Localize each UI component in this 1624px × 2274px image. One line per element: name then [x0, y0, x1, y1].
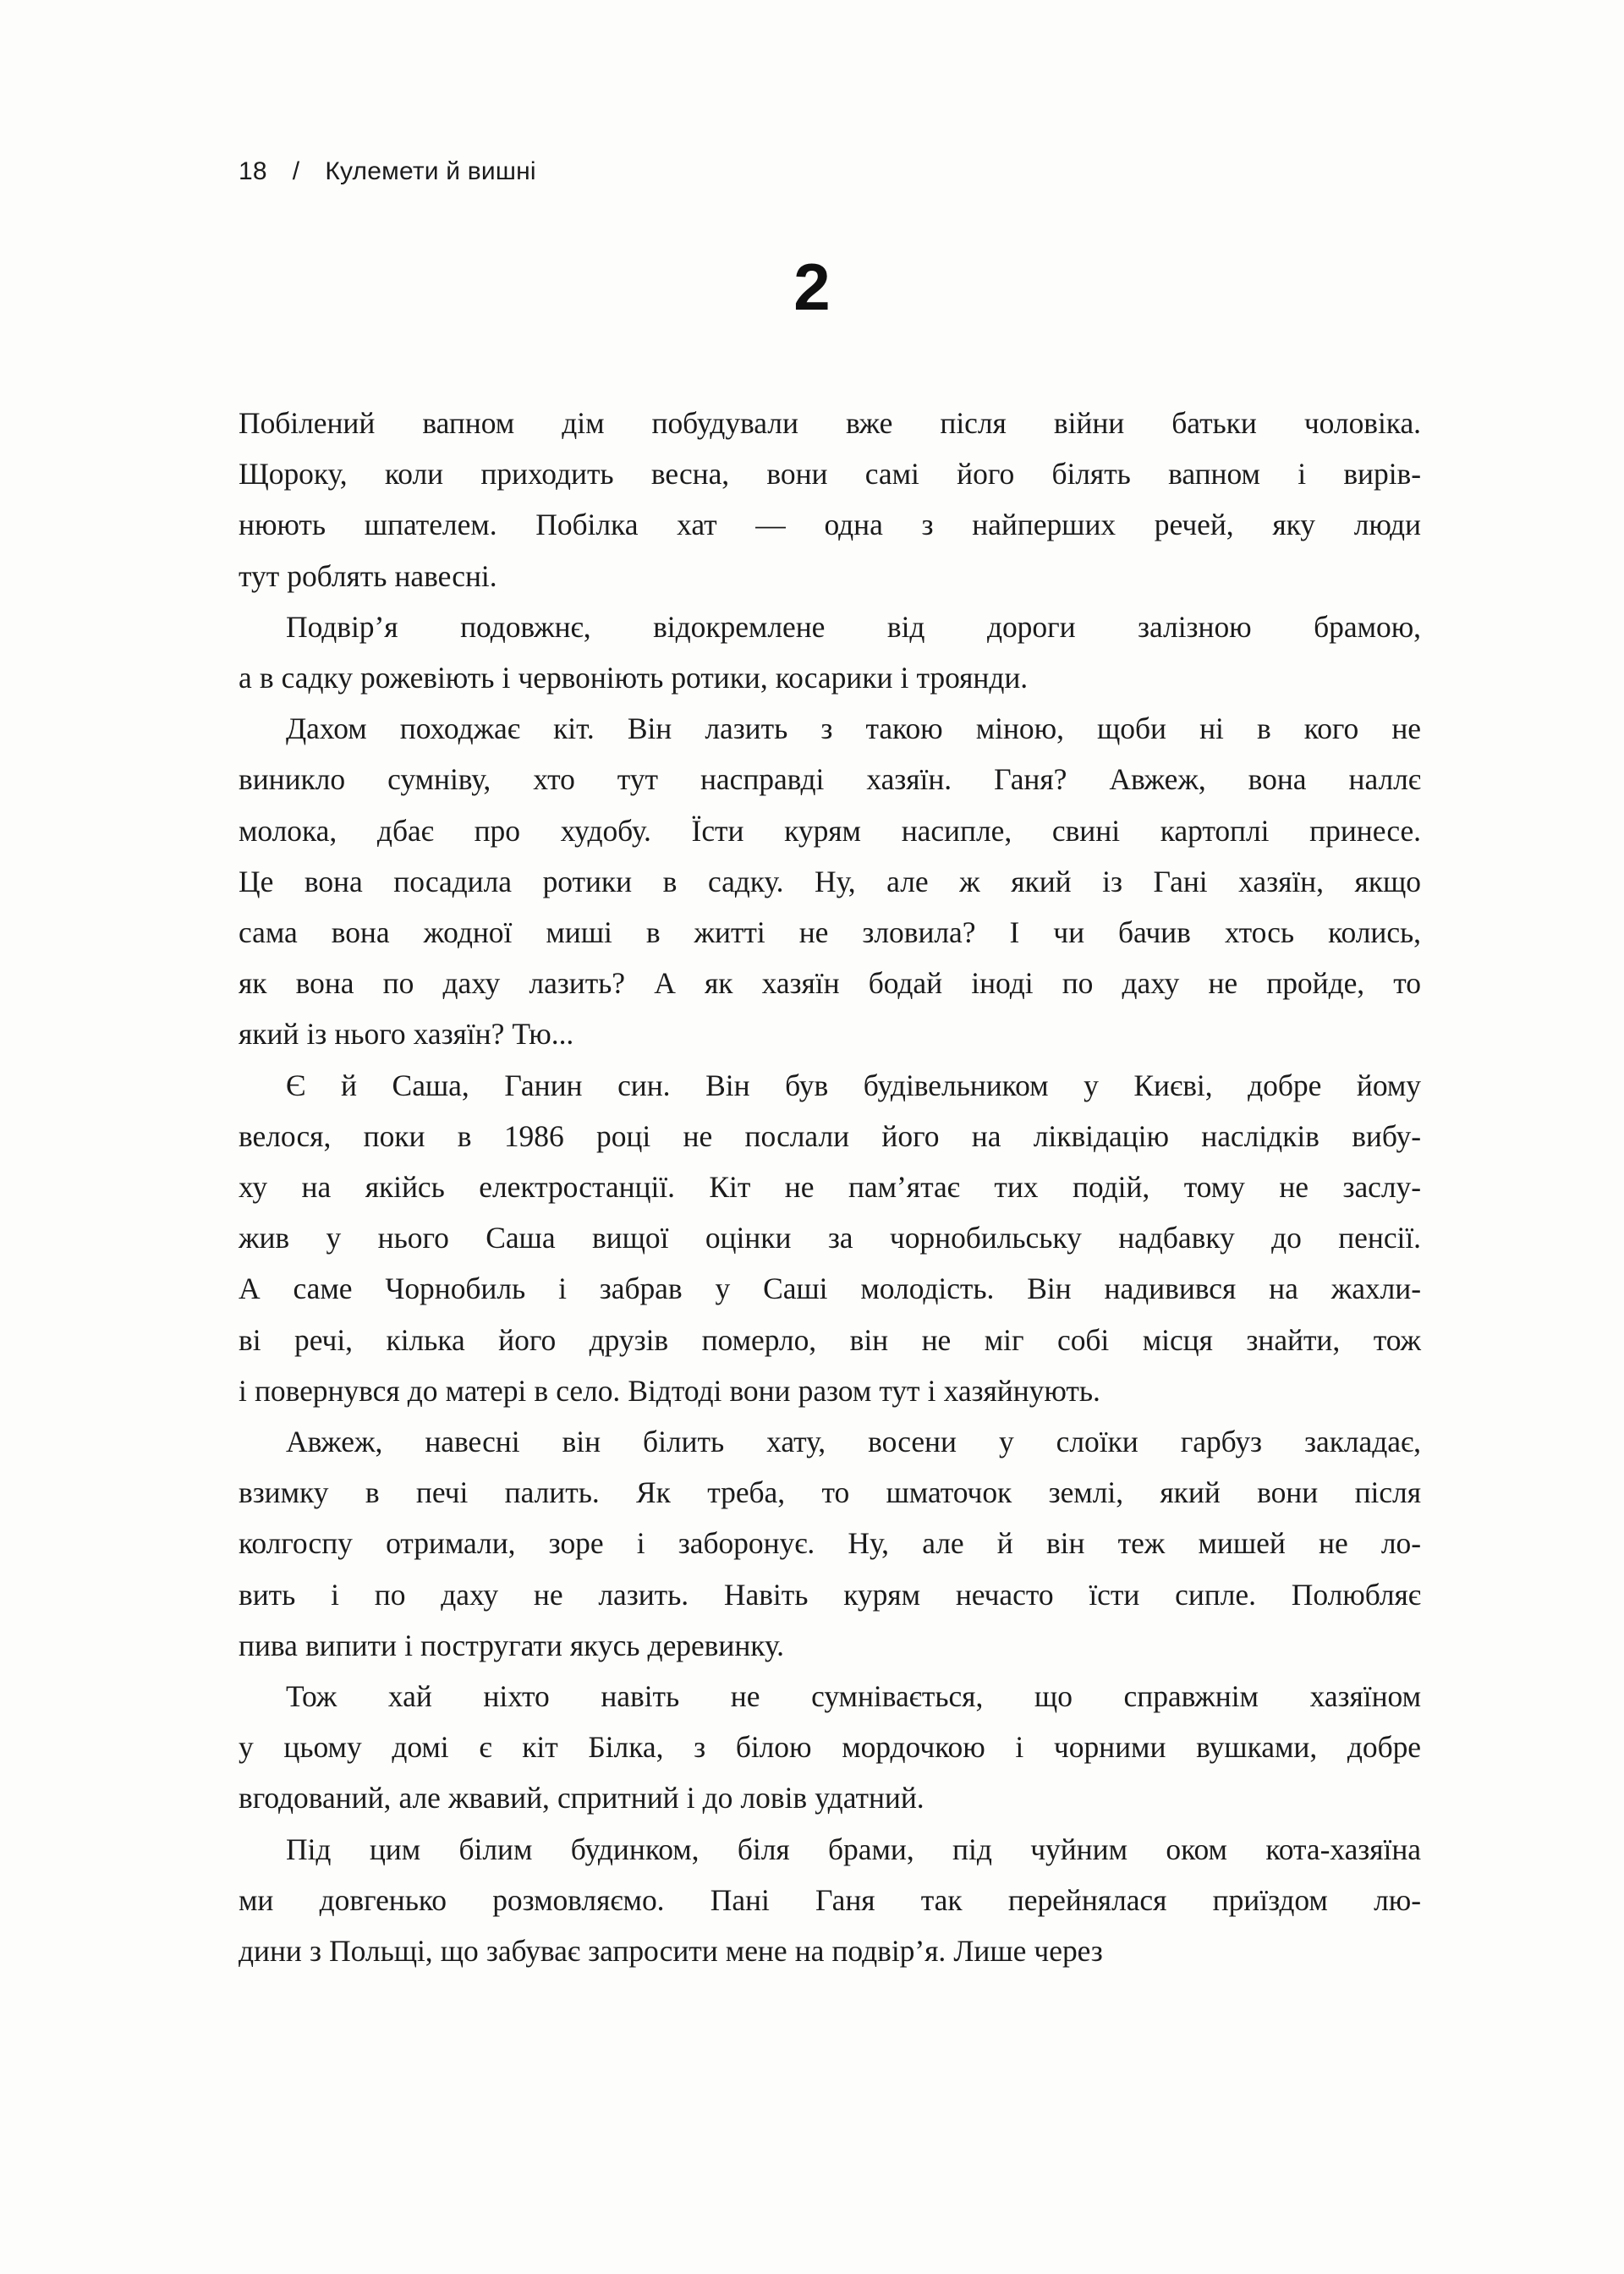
- text-line: виникло сумніву, хто тут насправді хазяїн. Ганя? Авжеж, вона наллє: [239, 762, 1421, 797]
- text-line: Є й Саша, Ганин син. Він був будівельником у Києві, добре йому: [286, 1068, 1421, 1102]
- text-line: тут роблять навесні.: [239, 558, 497, 593]
- text-line: дини з Польщі, що забуває запросити мене на подвір’я. Лише через: [239, 1934, 1103, 1969]
- book-title: Кулемети й вишні: [325, 157, 536, 185]
- text-line: молока, дбає про худобу. Їсти курям насипле, свині картоплі принесе.: [239, 813, 1421, 848]
- text-line: який із нього хазяїн? Тю...: [239, 1017, 574, 1052]
- text-line: як вона по даху лазить? А як хазяїн бодай іноді по даху не пройде, то: [239, 966, 1421, 1001]
- text-line: колгоспу отримали, зоре і заборонує. Ну, але й він теж мишей не ло-: [239, 1526, 1421, 1561]
- text-line: ві речі, кілька його друзів померло, він не міг собі місця знайти, тож: [239, 1322, 1421, 1357]
- text-line: жив у нього Саша вищої оцінки за чорнобильську надбавку до пенсії.: [239, 1221, 1421, 1255]
- text-line: нюють шпателем. Побілка хат — одна з найперших речей, яку люди: [239, 508, 1421, 542]
- paragraph: [239, 1416, 1421, 1671]
- text-line: Побілений вапном дім побудували вже після війни батьки чоловіка.: [239, 406, 1421, 440]
- text-line: і повернувся до матері в село. Відтоді вони разом тут і хазяйнують.: [239, 1373, 1100, 1408]
- body-text: [239, 398, 1421, 1976]
- paragraph: [239, 1060, 1421, 1416]
- paragraph: [239, 601, 1421, 703]
- paragraph: [239, 703, 1421, 1059]
- text-line: Це вона посадила ротики в садку. Ну, але ж який із Гані хазяїн, якщо: [239, 864, 1421, 898]
- page-number: 18: [239, 157, 267, 185]
- text-line: Під цим білим будинком, біля брами, під чуйним оком кота-хазяїна: [286, 1832, 1421, 1866]
- text-line: Дахом походжає кіт. Він лазить з такою міною, щоби ні в кого не: [286, 711, 1421, 746]
- text-line: А саме Чорнобиль і забрав у Саші молодість. Він надивився на жахли-: [239, 1272, 1421, 1306]
- text-line: вить і по даху не лазить. Навіть курям нечасто їсти сипле. Полюбляє: [239, 1577, 1421, 1612]
- text-line: ми довгенько розмовляємо. Пані Ганя так перейнялася приїздом лю-: [239, 1882, 1421, 1917]
- text-line: вгодований, але жвавий, спритний і до ловів удатний.: [239, 1781, 924, 1815]
- text-line: ху на якійсь електростанції. Кіт не пам’ятає тих подій, тому не заслу-: [239, 1170, 1421, 1205]
- text-line: Тож хай ніхто навіть не сумнівається, що справжнім хазяїном: [286, 1679, 1421, 1714]
- paragraph: [239, 398, 1421, 601]
- text-line: Щороку, коли приходить весна, вони самі його білять вапном і вирів-: [239, 457, 1421, 492]
- text-line: у цьому домі є кіт Білка, з білою мордочкою і чорними вушками, добре: [239, 1730, 1421, 1765]
- paragraph: [239, 1671, 1421, 1824]
- text-line: Подвір’я подовжнє, відокремлене від дороги залізною брамою,: [286, 609, 1421, 644]
- text-line: Авжеж, навесні він білить хату, восени у слоїки гарбуз закладає,: [286, 1425, 1421, 1459]
- text-line: а в садку рожевіють і червоніють ротики, косарики і троянди.: [239, 661, 1029, 695]
- running-header: [239, 157, 536, 186]
- text-line: взимку в печі палить. Як треба, то шматочок землі, який вони після: [239, 1475, 1421, 1510]
- text-line: сама вона жодної миші в житті не зловила? І чи бачив хтось колись,: [239, 915, 1421, 950]
- text-line: велося, поки в 1986 році не послали його на ліквідацію наслідків вибу-: [239, 1118, 1421, 1153]
- chapter-number: 2: [793, 250, 831, 324]
- text-line: пива випити і постругати якусь деревинку.: [239, 1628, 784, 1662]
- header-separator: /: [292, 157, 300, 185]
- paragraph: [239, 1824, 1421, 1977]
